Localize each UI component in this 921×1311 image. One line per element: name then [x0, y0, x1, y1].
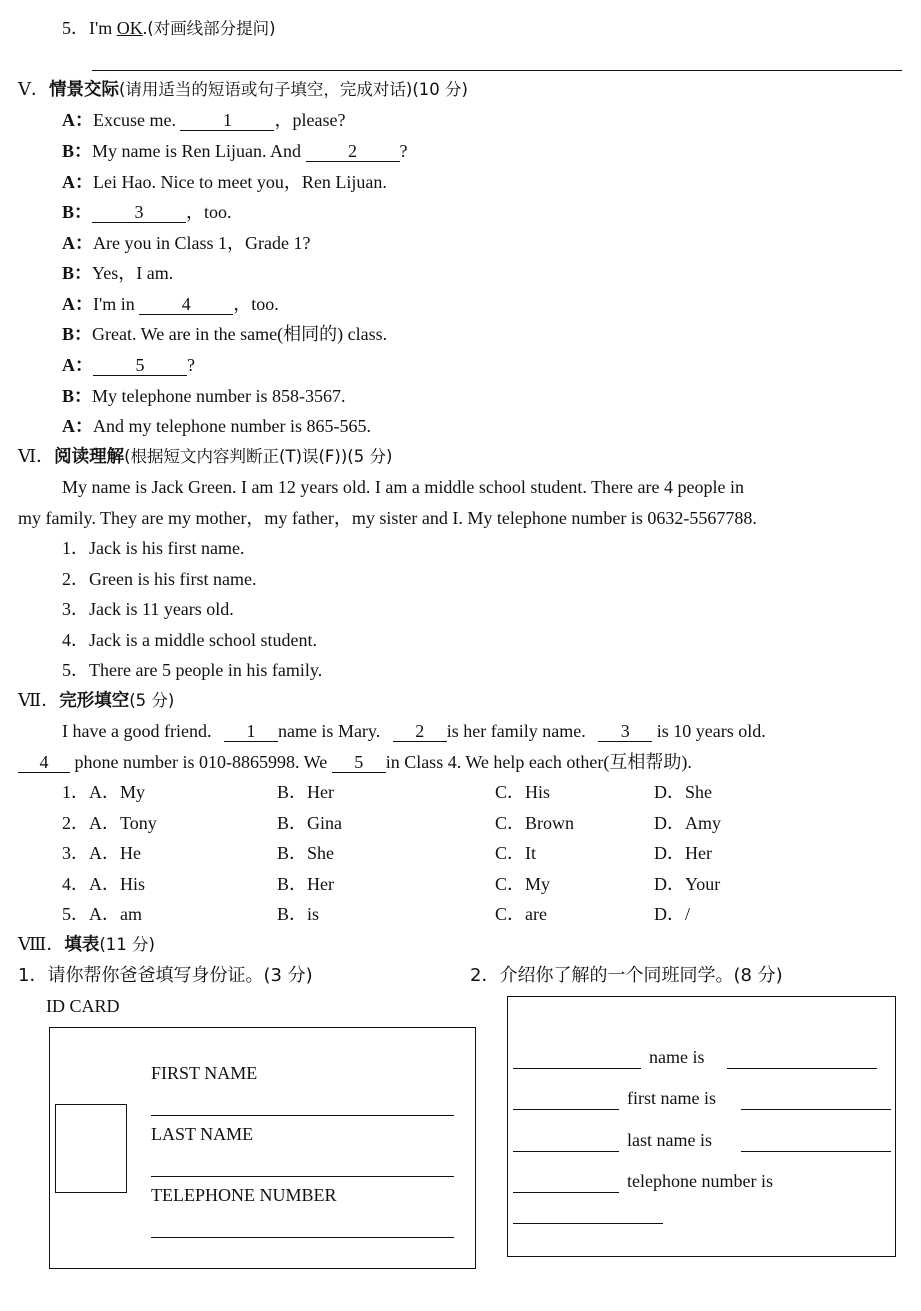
line-text: Are you in Class 1，Grade 1?	[93, 233, 311, 253]
item-note: (对画线部分提问)	[147, 19, 276, 38]
line-text: Great. We are in the same(相同的) class.	[92, 324, 388, 344]
blank-5[interactable]: 5	[93, 355, 187, 376]
option-d[interactable]: D．Your	[654, 874, 721, 894]
option-c[interactable]: C．My	[495, 874, 551, 894]
dialogue-line	[62, 109, 345, 131]
last-name-field[interactable]	[151, 1176, 454, 1177]
dialogue-line	[62, 385, 345, 407]
cloze-passage-line	[18, 751, 692, 773]
option-a[interactable]: 5．A．am	[62, 904, 142, 924]
blank-4[interactable]: 4	[139, 294, 233, 315]
line-text: My name is Ren Lijuan. And	[92, 141, 306, 161]
option-d[interactable]: D．She	[654, 782, 712, 802]
intro-line-label: telephone number is	[627, 1171, 773, 1191]
speaker: A：	[62, 416, 93, 436]
dialogue-line	[62, 171, 387, 193]
option-b[interactable]: B．Her	[277, 782, 334, 802]
photo-box[interactable]	[55, 1104, 127, 1193]
section-title: 阅读理解	[54, 447, 125, 467]
first-name-field[interactable]	[151, 1115, 454, 1116]
line-text: I'm in	[93, 294, 140, 314]
option-a[interactable]: 1．A．My	[62, 782, 146, 802]
option-d[interactable]: D．/	[654, 904, 690, 924]
option-b[interactable]: B．is	[277, 904, 320, 924]
option-d[interactable]: D．Amy	[654, 813, 721, 833]
id-card-title: ID CARD	[46, 996, 120, 1016]
speaker: A：	[62, 233, 93, 253]
passage-text: is her family name.	[446, 721, 586, 741]
section-number: Ⅴ．	[18, 79, 49, 99]
speaker: A：	[62, 355, 93, 375]
statement-item: 4．Jack is a middle school student.	[62, 630, 317, 650]
speaker: A：	[62, 294, 93, 314]
id-card-form	[49, 1027, 476, 1269]
passage-text: I have a good friend.	[62, 721, 212, 741]
reading-passage-line: My name is Jack Green. I am 12 years old. I am a middle school student. There are 4 people in	[62, 477, 744, 497]
passage-text: in Class 4. We help each other(互相帮助).	[385, 752, 692, 772]
intro-line-label: name is	[649, 1047, 705, 1067]
item-number: 5．	[62, 18, 89, 38]
cloze-blank-1[interactable]: 1	[224, 721, 278, 742]
intro-blank[interactable]	[741, 1151, 891, 1152]
section-7-heading	[18, 689, 174, 712]
option-c[interactable]: C．His	[495, 782, 551, 802]
reading-passage-line: my family. They are my mother，my father，my sister and I. My telephone number is 0632-5567788.	[18, 508, 757, 528]
intro-blank[interactable]	[513, 1151, 619, 1152]
section-number: Ⅷ．	[18, 934, 65, 954]
option-c[interactable]: C．It	[495, 843, 537, 863]
speaker: B：	[62, 263, 93, 283]
passage-text: name is Mary.	[277, 721, 381, 741]
cloze-passage-line	[62, 720, 766, 742]
line-text: ，too.	[233, 294, 279, 314]
speaker: A：	[62, 110, 93, 130]
section-desc: (11 分)	[99, 935, 155, 954]
telephone-field[interactable]	[151, 1237, 454, 1238]
line-text: And my telephone number is 865-565.	[93, 416, 371, 436]
intro-blank[interactable]	[741, 1109, 891, 1110]
intro-blank[interactable]	[727, 1068, 877, 1069]
speaker: A：	[62, 172, 93, 192]
line-text: My telephone number is 858-3567.	[92, 386, 346, 406]
blank-3[interactable]: 3	[92, 202, 186, 223]
option-b[interactable]: B．She	[277, 843, 335, 863]
telephone-label: TELEPHONE NUMBER	[151, 1185, 337, 1205]
speaker: B：	[62, 202, 93, 222]
intro-blank[interactable]	[513, 1109, 619, 1110]
intro-blank[interactable]	[513, 1192, 619, 1193]
section-5-heading	[18, 78, 468, 101]
classmate-intro-form	[507, 996, 896, 1257]
section-desc: (5 分)	[129, 691, 175, 710]
blank-2[interactable]: 2	[306, 141, 400, 162]
option-c[interactable]: C．Brown	[495, 813, 575, 833]
dialogue-line	[62, 140, 408, 162]
section-6-heading	[18, 445, 392, 468]
line-text: ，too.	[186, 202, 232, 222]
option-b[interactable]: B．Her	[277, 874, 334, 894]
option-a[interactable]: 2．A．Tony	[62, 813, 157, 833]
option-a[interactable]: 4．A．His	[62, 874, 146, 894]
intro-blank[interactable]	[513, 1223, 663, 1224]
statement-item: 5．There are 5 people in his family.	[62, 660, 323, 680]
fill-task-2-prompt: 2．介绍你了解的一个同班同学。(8 分)	[470, 965, 783, 986]
dialogue-line	[62, 232, 310, 254]
dialogue-line	[62, 293, 279, 315]
intro-line-label: first name is	[627, 1088, 716, 1108]
speaker: B：	[62, 324, 93, 344]
dialogue-line	[62, 323, 387, 345]
section-number: Ⅶ．	[18, 690, 60, 710]
cloze-blank-4[interactable]: 4	[18, 752, 70, 773]
line-text: ?	[399, 141, 408, 161]
dialogue-line	[62, 354, 195, 376]
question-item	[62, 17, 276, 40]
answer-line	[92, 70, 902, 71]
fill-task-1-prompt: 1．请你帮你爸爸填写身份证。(3 分)	[18, 965, 313, 986]
option-a[interactable]: 3．A．He	[62, 843, 141, 863]
section-title: 填表	[64, 935, 100, 955]
section-title: 情景交际	[49, 80, 119, 100]
statement-item: 3．Jack is 11 years old.	[62, 599, 234, 619]
last-name-label: LAST NAME	[151, 1124, 254, 1144]
underlined-word: OK	[116, 18, 143, 38]
cloze-blank-2[interactable]: 2	[393, 721, 447, 742]
option-b[interactable]: B．Gina	[277, 813, 342, 833]
cloze-blank-5[interactable]: 5	[332, 752, 386, 773]
section-8-heading	[18, 933, 155, 956]
section-desc: (请用适当的短语或句子填空，完成对话)(10 分)	[119, 80, 468, 99]
line-text: Excuse me.	[93, 110, 181, 130]
speaker: B：	[62, 141, 93, 161]
statement-item: 1．Jack is his first name.	[62, 538, 245, 558]
blank-1[interactable]: 1	[180, 110, 274, 131]
first-name-label: FIRST NAME	[151, 1063, 258, 1083]
section-title: 完形填空	[59, 691, 130, 711]
item-text: I'm	[89, 18, 117, 38]
statement-item: 2．Green is his first name.	[62, 569, 257, 589]
cloze-blank-3[interactable]: 3	[598, 721, 652, 742]
option-c[interactable]: C．are	[495, 904, 547, 924]
section-number: Ⅵ．	[18, 446, 55, 466]
item-text: .	[142, 18, 148, 38]
line-text: Yes，I am.	[92, 263, 174, 283]
dialogue-line	[62, 262, 173, 284]
option-d[interactable]: D．Her	[654, 843, 712, 863]
passage-text: phone number is 010-8865998. We	[74, 752, 328, 772]
intro-blank[interactable]	[513, 1068, 641, 1069]
intro-line-label: last name is	[627, 1130, 712, 1150]
speaker: B：	[62, 386, 93, 406]
dialogue-line	[62, 415, 371, 437]
dialogue-line	[62, 201, 232, 223]
section-desc: (根据短文内容判断正(T)误(F))(5 分)	[124, 447, 393, 466]
passage-text: is 10 years old.	[656, 721, 766, 741]
line-text: Lei Hao. Nice to meet you，Ren Lijuan.	[93, 172, 387, 192]
line-text: ，please?	[274, 110, 346, 130]
line-text: ?	[187, 355, 195, 375]
